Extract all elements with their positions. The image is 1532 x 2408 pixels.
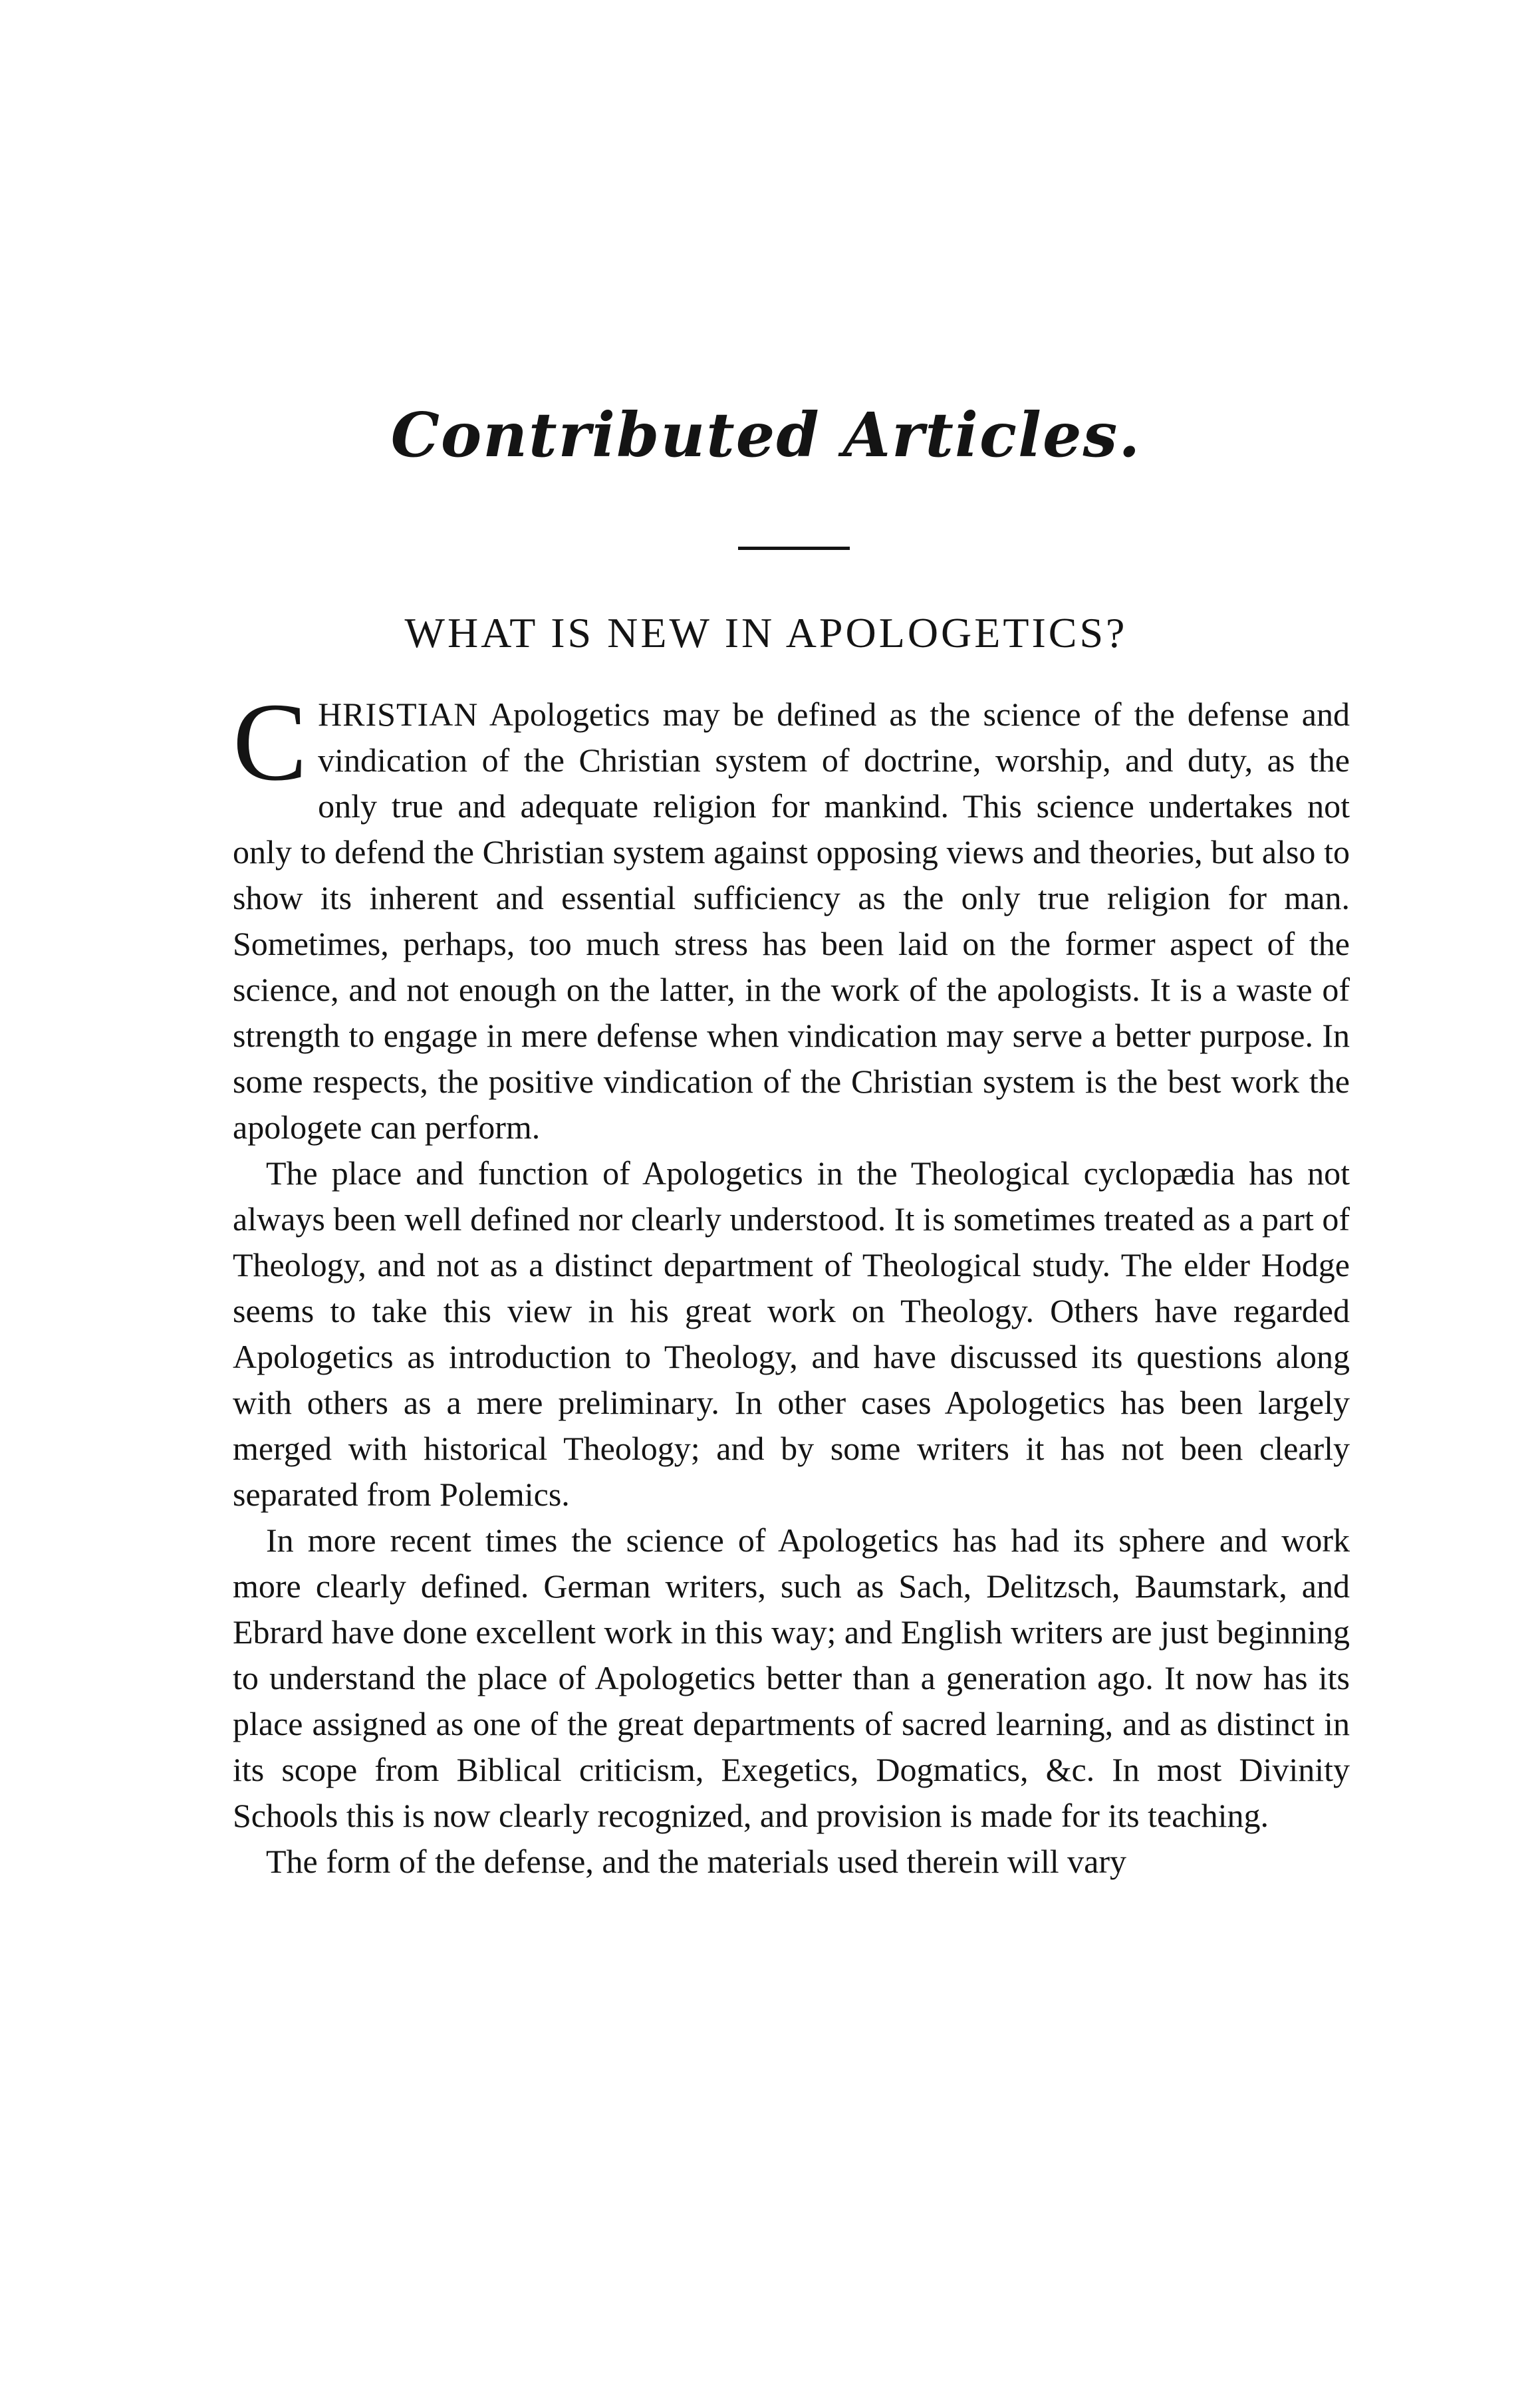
paragraph-3: In more recent times the science of Apologetics has had its sphere and work more clearly defined. German writers, such as Sach, Delitzsch, Baumstark, and Ebrard have done excellent work in this way; and English writers are just beginning to understand the place of Apologetics better than a generation ago. It now has its place assigned as one of the great departments of sacred learning, and as distinct in its scope from Biblical criticism, Exegetics, Dogmatics, &c. In most Divinity Schools this is now clearly recognized, and provision is made for its teaching. [233, 1522, 1350, 1834]
paragraph-4: The form of the defense, and the materials used therein will vary [266, 1843, 1126, 1880]
article-body [233, 680, 1350, 1885]
paragraph-1-text: Apologetics may be defined as the science of the defense and vindication of the Christian system of doctrine, worship, and duty, as the only true and adequate religion for mankind. This science undertakes not only to defend the Christian system against opposing views and theories, but also to show its inherent and essential sufficiency as the only true religion for man. Sometimes, perhaps, too much stress has been laid on the former aspect of the science, and not enough on the latter, in the work of the apologists. It is a waste of strength to engage in mere defense when vindication may serve a better purpose. In some respects, the positive vindication of the Christian system is the best work the apologete can perform. [233, 696, 1350, 1146]
drop-cap: C [233, 680, 308, 804]
paragraph-1 [233, 680, 1350, 1150]
paragraph-2: The place and function of Apologetics in the Theological cyclopædia has not always been well defined nor clearly understood. It is sometimes treated as a part of Theology, and not as a distinct department of Theological study. The elder Hodge seems to take this view in his great work on Theology. Others have regarded Apologetics as introduction to Theology, and have discussed its questions along with others as a mere preliminary. In other cases Apologetics has been largely merged with historical Theology; and by some writers it has not been clearly separated from Polemics. [233, 1154, 1350, 1513]
section-heading: Contributed Articles. [390, 399, 1142, 471]
title-divider [738, 547, 850, 550]
lead-caps: HRISTIAN [318, 696, 479, 733]
article-title: WHAT IS NEW IN APOLOGETICS? [404, 609, 1128, 656]
